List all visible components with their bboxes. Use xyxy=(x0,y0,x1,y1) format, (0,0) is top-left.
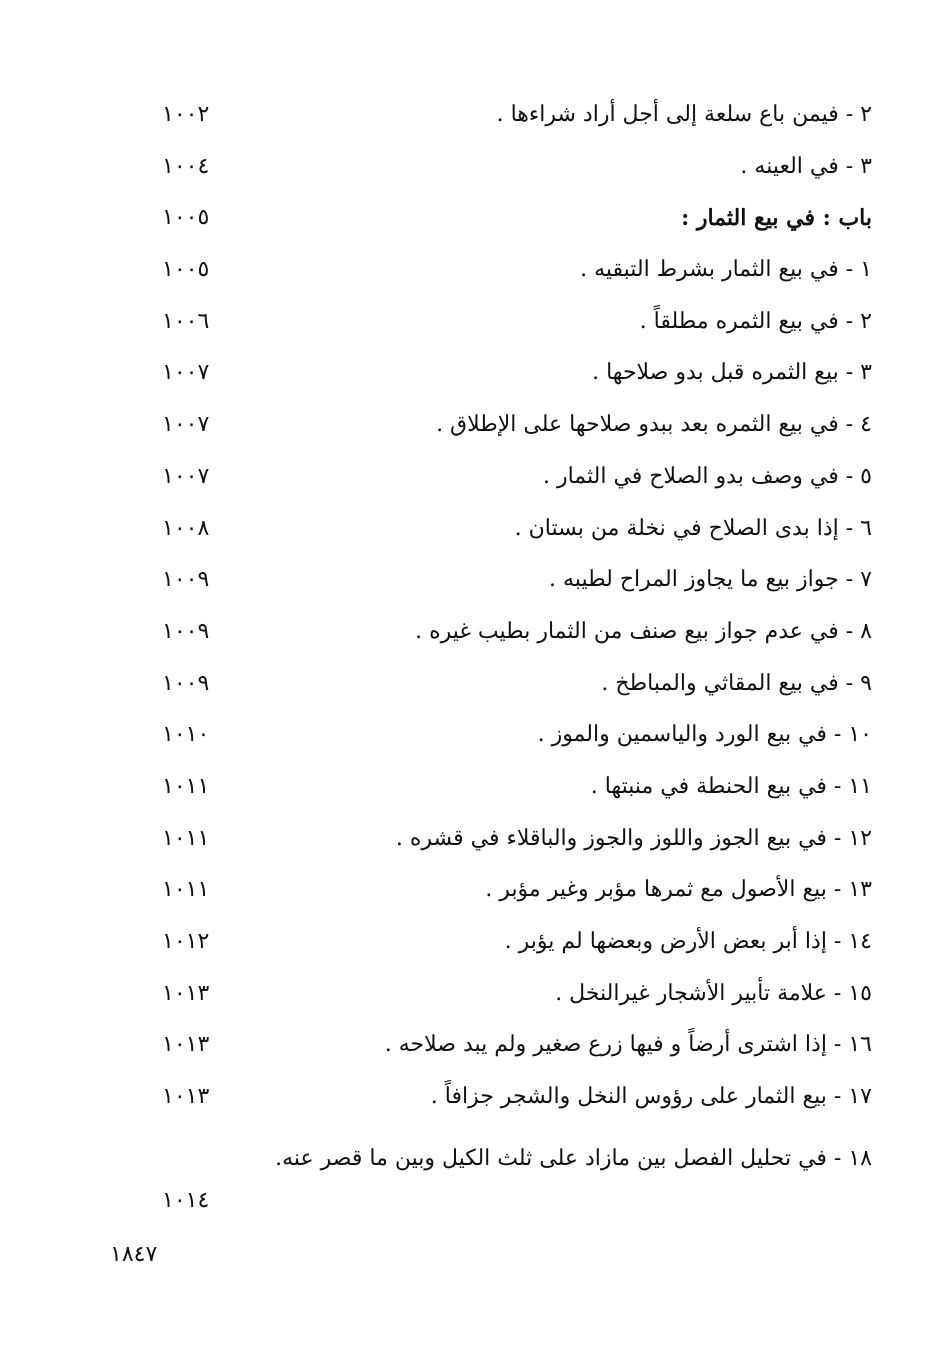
toc-entry xyxy=(150,502,872,554)
toc-entry-title: ١٤ - إذا أبر بعض الأرض وبعضها لم يؤبر . xyxy=(504,929,872,954)
toc-entry xyxy=(150,1018,872,1070)
toc-entry-page: ١٠٠٤ xyxy=(162,153,210,179)
toc-entry-title: ١٥ - علامة تأبير الأشجار غيرالنخل . xyxy=(555,980,872,1006)
toc-entry-page: ١٠٠٨ xyxy=(162,515,210,541)
toc-entry-title: ١٨ - في تحليل الفصل بين مازاد على ثلث الكيل وبين ما قصر عنه. xyxy=(275,1145,872,1171)
toc-entry xyxy=(150,1122,872,1226)
toc-entry-page: ١٠٠٧ xyxy=(162,360,210,386)
toc-entry-page: ١٠٠٦ xyxy=(162,308,210,334)
toc-entry xyxy=(150,243,872,295)
toc-entry xyxy=(150,863,872,915)
toc-entry xyxy=(150,708,872,760)
toc-entry-title: ١٣ - بيع الأصول مع ثمرها مؤبر وغير مؤبر . xyxy=(485,877,872,903)
toc-entry xyxy=(150,88,872,140)
toc-entry-page: ١٠٠٢ xyxy=(162,102,210,127)
toc-entry xyxy=(150,346,872,398)
toc-entry-title: ٨ - في عدم جواز بيع صنف من الثمار بطيب غيره . xyxy=(415,618,872,644)
toc-entry-title: ١١ - في بيع الحنطة في منبتها . xyxy=(590,773,872,799)
toc-entry-title: ٧ - جواز بيع ما يجاوز المراح لطيبه . xyxy=(549,567,872,593)
toc-entry-page: ١٠١١ xyxy=(162,877,210,903)
toc-entry xyxy=(150,605,872,657)
page-number: ١٨٤٧ xyxy=(110,1242,158,1267)
toc-entry-title: ١٦ - إذا اشترى أرضاً و فيها زرع صغير ولم يبد صلاحه . xyxy=(384,1032,872,1058)
toc-entry xyxy=(150,657,872,709)
toc-entry-page: ١٠١٤ xyxy=(162,1187,210,1213)
toc-entry-page: ١٠٠٥ xyxy=(162,205,210,231)
toc-entry-page: ١٠١٣ xyxy=(162,1084,210,1110)
toc-entry-title: ٣ - في العينه . xyxy=(740,153,872,179)
toc-entry-page: ١٠٠٧ xyxy=(162,463,210,489)
toc-entry-page: ١٠١٣ xyxy=(162,1032,210,1058)
toc-entry-title: ٥ - في وصف بدو الصلاح في الثمار . xyxy=(542,463,872,489)
toc-entry-title: ٩ - في بيع المقاثي والمباطخ . xyxy=(601,670,872,696)
table-of-contents xyxy=(150,88,872,1226)
toc-section-heading xyxy=(150,191,872,243)
toc-entry-title: ١٠ - في بيع الورد والياسمين والموز . xyxy=(537,722,872,748)
toc-entry xyxy=(150,812,872,864)
toc-entry-title: ٣ - بيع الثمره قبل بدو صلاحها . xyxy=(592,360,872,386)
toc-entry-page: ١٠٠٥ xyxy=(162,257,210,283)
toc-entry xyxy=(150,967,872,1019)
toc-entry xyxy=(150,1070,872,1122)
toc-entry-title: ١ - في بيع الثمار بشرط التبقيه . xyxy=(580,257,872,283)
toc-entry-page: ١٠١٠ xyxy=(162,722,210,748)
toc-entry xyxy=(150,760,872,812)
toc-entry-page: ١٠٠٩ xyxy=(162,670,210,696)
toc-heading-title: باب : في بيع الثمار : xyxy=(681,205,872,232)
toc-entry-page: ١٠٠٩ xyxy=(162,567,210,593)
toc-entry-page: ١٠٠٧ xyxy=(162,412,210,438)
toc-entry-page: ١٠٠٩ xyxy=(162,618,210,644)
toc-entry xyxy=(150,295,872,347)
toc-entry xyxy=(150,398,872,450)
toc-entry-page: ١٠١١ xyxy=(162,773,210,799)
toc-entry-title: ٦ - إذا بدى الصلاح في نخلة من بستان . xyxy=(514,515,872,541)
toc-entry xyxy=(150,915,872,967)
toc-entry-page: ١٠١٢ xyxy=(162,929,210,954)
toc-entry-title: ٢ - في بيع الثمره مطلقاً . xyxy=(639,308,872,334)
toc-entry xyxy=(150,140,872,192)
toc-entry-title: ٤ - في بيع الثمره بعد ببدو صلاحها على الإطلاق . xyxy=(436,412,872,438)
toc-entry-title: ١٧ - بيع الثمار على رؤوس النخل والشجر جزافاً . xyxy=(430,1084,872,1110)
toc-entry xyxy=(150,450,872,502)
toc-entry-page: ١٠١٣ xyxy=(162,980,210,1006)
toc-entry-title: ١٢ - في بيع الجوز واللوز والجوز والباقلاء في قشره . xyxy=(395,825,872,851)
toc-entry-page: ١٠١١ xyxy=(162,825,210,851)
toc-entry xyxy=(150,553,872,605)
toc-entry-title: ٢ - فيمن باع سلعة إلى أجل أراد شراءها . xyxy=(496,102,872,127)
